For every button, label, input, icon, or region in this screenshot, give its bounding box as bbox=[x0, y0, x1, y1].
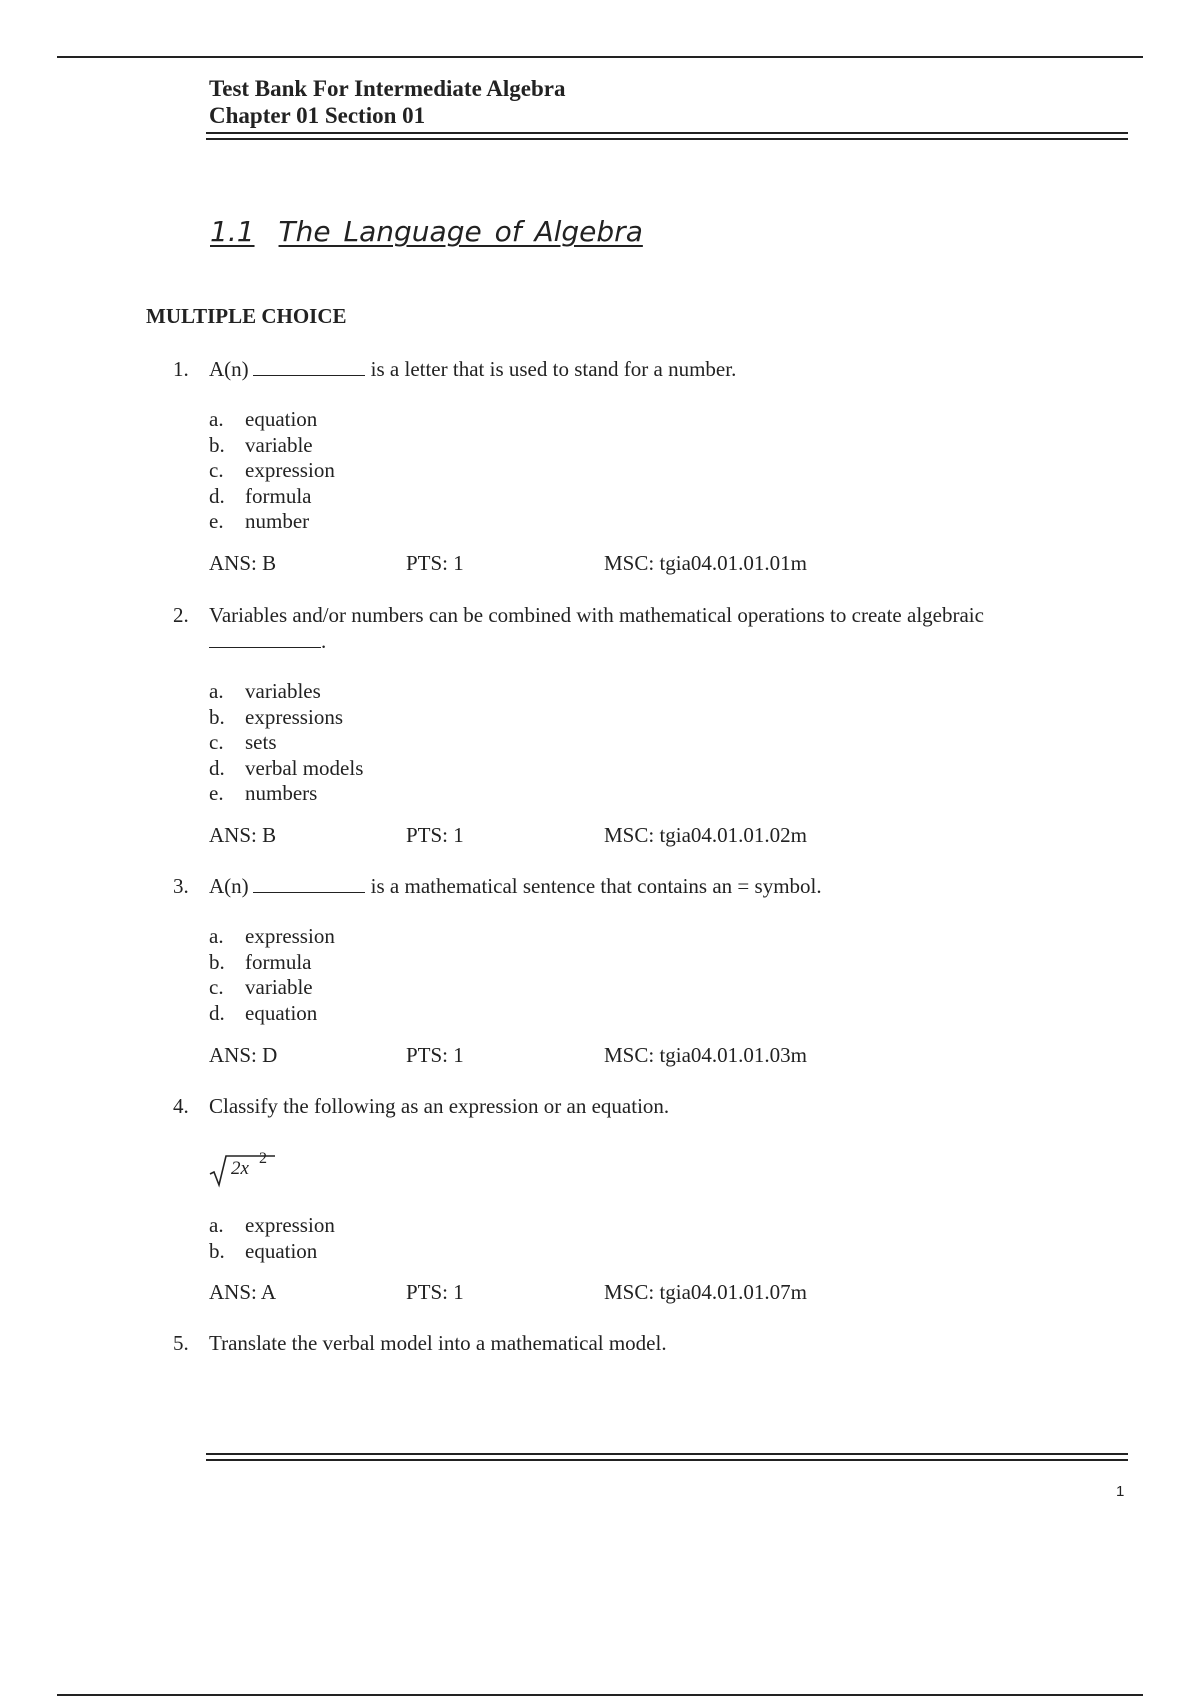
option-a: a. expression bbox=[209, 924, 335, 948]
radicand: 2x bbox=[231, 1158, 249, 1179]
answer-blank bbox=[209, 629, 321, 648]
question-end: . bbox=[321, 629, 327, 653]
header-chapter: Chapter 01 Section 01 bbox=[209, 103, 426, 128]
multiple-choice-heading: MULTIPLE CHOICE bbox=[146, 304, 347, 328]
answer-key: ANS: A bbox=[209, 1280, 277, 1304]
question-number: 4. bbox=[173, 1094, 189, 1118]
question-3-options bbox=[209, 924, 335, 1026]
answer-key: ANS: B bbox=[209, 823, 277, 847]
top-border-line bbox=[57, 56, 1143, 58]
bottom-border-line bbox=[57, 1694, 1143, 1696]
question-text bbox=[209, 873, 1069, 899]
answer-key: ANS: D bbox=[209, 1043, 278, 1067]
question-text bbox=[209, 356, 1069, 382]
question-body: Variables and/or numbers can be combined with mathematical operations to create algebraic bbox=[209, 603, 984, 627]
option-e: e. numbers bbox=[209, 781, 318, 805]
question-prefix: A(n) bbox=[209, 357, 249, 381]
square-root-expression bbox=[209, 1152, 279, 1188]
option-d: d. equation bbox=[209, 1000, 318, 1025]
question-1-options bbox=[209, 407, 335, 535]
question-text: Translate the verbal model into a mathematical model. bbox=[209, 1331, 667, 1355]
points: PTS: 1 bbox=[406, 1043, 464, 1067]
option-b: b. equation bbox=[209, 1238, 318, 1263]
question-2-options bbox=[209, 679, 363, 807]
points: PTS: 1 bbox=[406, 1280, 464, 1304]
answer-key: ANS: B bbox=[209, 551, 277, 575]
question-text bbox=[209, 602, 1069, 654]
msc-code: MSC: tgia04.01.01.07m bbox=[604, 1280, 808, 1304]
question-4-answer-line bbox=[209, 1280, 909, 1306]
msc-code: MSC: tgia04.01.01.01m bbox=[604, 551, 808, 575]
points: PTS: 1 bbox=[406, 823, 464, 847]
option-a: a. expression bbox=[209, 1213, 335, 1237]
option-c: c. variable bbox=[209, 975, 313, 999]
option-c: c. expression bbox=[209, 458, 335, 482]
option-b: b. expressions bbox=[209, 704, 343, 729]
option-b: b. formula bbox=[209, 949, 312, 974]
question-1-answer-line bbox=[209, 551, 909, 577]
question-number: 1. bbox=[173, 357, 189, 381]
answer-blank bbox=[253, 874, 365, 893]
question-number: 5. bbox=[173, 1331, 189, 1355]
exponent: 2 bbox=[259, 1150, 267, 1167]
question-prefix: A(n) bbox=[209, 874, 249, 898]
answer-blank bbox=[253, 357, 365, 376]
question-4-options bbox=[209, 1213, 335, 1264]
option-b: b. variable bbox=[209, 432, 313, 457]
question-number: 3. bbox=[173, 874, 189, 898]
header-title: Test Bank For Intermediate Algebra bbox=[209, 76, 566, 101]
section-name: The Language of Algebra bbox=[278, 215, 643, 248]
question-suffix: is a mathematical sentence that contains an = symbol. bbox=[370, 874, 822, 898]
option-d: d. verbal models bbox=[209, 755, 364, 780]
section-title bbox=[210, 215, 643, 248]
question-suffix: is a letter that is used to stand for a number. bbox=[370, 357, 737, 381]
msc-code: MSC: tgia04.01.01.03m bbox=[604, 1043, 808, 1067]
msc-code: MSC: tgia04.01.01.02m bbox=[604, 823, 808, 847]
document-header bbox=[209, 75, 566, 129]
page-number: 1 bbox=[1116, 1483, 1125, 1500]
section-number: 1.1 bbox=[210, 215, 255, 248]
question-2-answer-line bbox=[209, 823, 909, 849]
footer-double-rule bbox=[206, 1453, 1128, 1461]
header-double-rule bbox=[206, 132, 1128, 140]
option-c: c. sets bbox=[209, 730, 277, 754]
question-3-answer-line bbox=[209, 1043, 909, 1069]
option-a: a. variables bbox=[209, 679, 321, 703]
option-d: d. formula bbox=[209, 483, 312, 508]
question-text: Classify the following as an expression or an equation. bbox=[209, 1094, 670, 1118]
points: PTS: 1 bbox=[406, 551, 464, 575]
option-a: a. equation bbox=[209, 407, 318, 431]
question-number: 2. bbox=[173, 603, 189, 627]
option-e: e. number bbox=[209, 509, 310, 533]
